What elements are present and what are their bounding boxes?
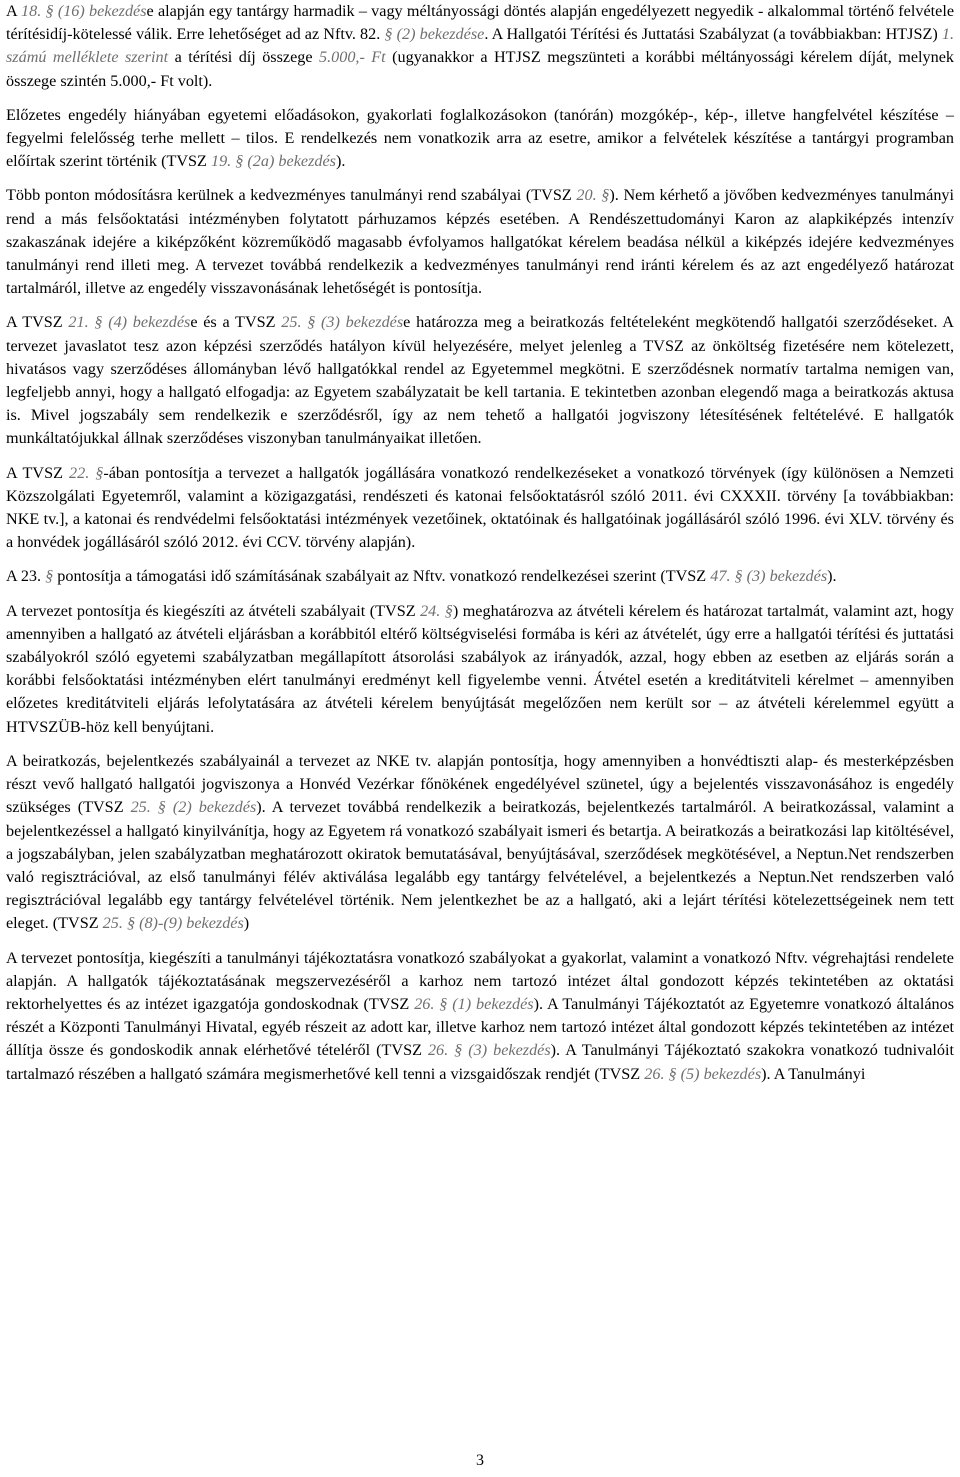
legal-reference: § (2) bekezdése xyxy=(384,25,485,44)
text-run: ). xyxy=(827,567,837,586)
document-body xyxy=(6,0,954,1097)
text-run: e határozza meg a beiratkozás feltételeként megkötendő hallgatói szerződéseket. A tervezet javaslatot tesz azon képzési szerződés hatályon kívül helyezésére, melyet jelenleg a TVSZ az önköltség fizetésére nem kötelezett, hivatásos vagy szerződéses állományban lévő hallgatókkal rendel az Egyetemmel megkötni. E szerződésnek normatív tartalma nemigen van, legfeljebb annyi, hogy a hallgató elfogadja: az Egyetem szabályzatait be kell tartania. E tekintetben azonban elegendő maga a beiratkozás aktusa is. Mivel jogszabály sem rendelkezik e szerződésről, így az nem tehető a hallgatói jogviszony létesítésének feltételévé. E hallgatók munkáltatójukkal állnak szerződéses viszonyban tanulmányaikat illetően. xyxy=(6,313,954,448)
text-run: pontosítja a támogatási idő számításának szabályait az Nftv. vonatkozó rendelkezései szerint (TVSZ xyxy=(53,567,711,586)
paragraph xyxy=(6,565,954,588)
legal-reference: 20. § xyxy=(576,186,610,205)
text-run: Előzetes engedély hiányában egyetemi előadásokon, gyakorlati foglalkozásokon (tanórán) mozgókép-, kép-, illetve hangfelvétel készítése – fegyelmi felelősség terhe mellett – tilos. E rendelkezés nem vonatkozik arra az esetre, amikor a felvételek készítése a tantárgyi programban előírtak szerint történik (TVSZ xyxy=(6,105,954,171)
legal-reference: 26. § (5) bekezdés xyxy=(644,1064,762,1083)
legal-reference: 24. § xyxy=(420,601,453,620)
text-run: A 23. xyxy=(6,567,46,586)
text-run: A TVSZ xyxy=(6,463,69,482)
legal-reference: § xyxy=(45,567,54,586)
text-run: (ugyanakkor a HTJSZ megszünteti a korábbi méltányossági kérelem díját, melynek összege szintén 5.000,- Ft volt). xyxy=(6,48,954,90)
paragraph xyxy=(6,947,954,1086)
paragraph xyxy=(6,750,954,936)
paragraph xyxy=(6,0,954,93)
text-run: ). xyxy=(335,152,346,171)
text-run: A tervezet pontosítja, kiegészíti a tanulmányi tájékoztatásra vonatkozó szabályokat a gyakorlat, valamint a vonatkozó Nftv. végrehajtási rendelete alapján. A hallgatók tájékoztatásának megszervezéséről a karhoz nem tartozó intézet által gondozott képzés tekintetében az oktatási rektorhelyettes és az intézet igazgatója gondoskodnak (TVSZ xyxy=(6,948,954,1013)
legal-reference: 47. § (3) bekezdés xyxy=(710,567,828,586)
legal-reference: 21. § (4) bekezdés xyxy=(68,313,191,332)
legal-reference: 25. § (8)-(9) bekezdés xyxy=(102,914,244,933)
text-run: . A Hallgatói Térítési és Juttatási Szabályzat (a továbbiakban: HTJSZ) xyxy=(484,25,942,44)
text-run: A tervezet pontosítja és kiegészíti az átvételi szabályait (TVSZ xyxy=(6,601,421,620)
paragraph xyxy=(6,311,954,450)
legal-reference: 1. számú melléklete szerint xyxy=(6,25,954,67)
legal-reference: 18. § (16) bekezdés xyxy=(21,2,147,20)
legal-reference: 25. § (3) bekezdés xyxy=(281,313,404,332)
text-run: ) xyxy=(243,914,250,933)
text-run: Több ponton módosításra kerülnek a kedvezményes tanulmányi rend szabályai (TVSZ xyxy=(6,186,577,205)
text-run: -ában pontosítja a tervezet a hallgatók jogállására vonatkozó rendelkezéseket a vonatkozó törvények (így különösen a Nemzeti Közszolgálati Egyetemről, valamint a közigazgatási, rendészeti és katonai felsőoktatásról szóló 2011. évi CXXXII. törvény [a továbbiakban: NKE tv.], a katonai és rendvédelmi felsőoktatási intézmények vezetőinek, oktatóinak és hallgatóinak jogállásáról szóló 1996. évi XLV. törvény és a honvédek jogállásáról szóló 2012. évi CCV. törvény alapján). xyxy=(6,463,954,552)
paragraph xyxy=(6,600,954,739)
text-run: A TVSZ xyxy=(6,313,69,332)
legal-reference: 5.000,- Ft xyxy=(319,48,386,67)
text-run: A xyxy=(6,2,22,20)
text-run: A beiratkozás, bejelentkezés szabályainál a tervezet az NKE tv. alapján pontosítja, hogy amennyiben a honvédtiszti alap- és mesterképzésben részt vevő hallgató hallgatói jogviszonya a Honvéd Vezérkar főnökének engedélyével szünetel, úgy a bejelentés visszavonásához is engedély szükséges (TVSZ xyxy=(6,751,954,817)
text-run: ) meghatározva az átvételi kérelem és határozat tartalmát, valamint azt, hogy amennyiben a hallgató az átvételi eljárásban a korábbitól eltérő költségviselési formába is kéri az átvételét, úgy erre a hallgatói térítési és juttatási szabályokról szóló egyetemi szabályzatban megállapított átsorolási szabályok az irányadók, azzal, hogy ebben az esetben az eljárás során a korábbi felsőoktatási intézményben elért tanulmányi eredményt kell figyelembe venni. Átvétel esetén a kreditátviteli kérelmet – amennyiben előzetes kreditátviteli eljárás lefolytatására az átvételi kérelem benyújtását megelőzően nem került sor – az átvételi kérelemmel együtt a HTVSZÜB-höz kell benyújtani. xyxy=(6,601,955,736)
text-run: a térítési díj összege xyxy=(168,48,319,67)
legal-reference: 26. § (1) bekezdés xyxy=(414,994,534,1013)
paragraph xyxy=(6,462,954,555)
legal-reference: 19. § (2a) bekezdés xyxy=(210,152,336,171)
text-run: ). A tervezet továbbá rendelkezik a beiratkozás, bejelentkezés tartalmáról. A beiratkozással, valamint a bejelentkezéssel a hallgató kinyilvánítja, hogy az Egyetem rá vonatkozó szabályait ismeri és betartja. A beiratkozás a beiratkozási lap kitöltésével, a jogszabályban, jelen szabályzatban meghatározott okiratok bemutatásával, benyújtásával, szerződések megkötésével, a Neptun.Net rendszerben való regisztrációval, az első tanulmányi félév aktiválása legalább egy tantárgy felvételével, a bejelentkezés a Neptun.Net rendszerben való regisztrációval legalább egy tantárgy felvételével történik. Nem jelentkezhet be az a hallgató, aki a lejárt térítési kötelezettségeinek nem tett eleget. (TVSZ xyxy=(6,798,954,933)
legal-reference: 22. § xyxy=(69,463,104,482)
text-run: e alapján egy tantárgy harmadik – vagy méltányossági döntés alapján engedélyezett negyedik - alkalommal történő felvétele térítésidíj-kötelessé válik. Erre lehetőséget ad az Nftv. 82. xyxy=(6,2,955,44)
text-run: e és a TVSZ xyxy=(190,313,282,332)
legal-reference: 26. § (3) bekezdés xyxy=(427,1041,551,1060)
page-number: 3 xyxy=(476,1452,484,1469)
text-run: ). A Tanulmányi Tájékoztató szakokra vonatkozó tudnivalóit tartalmazó részében a hallgató számára megismerhetővé kell tenni a vizsgaidőszak rendjét (TVSZ xyxy=(6,1041,954,1083)
paragraph xyxy=(6,104,954,174)
text-run: ). A Tanulmányi xyxy=(761,1064,866,1083)
legal-reference: 25. § (2) bekezdés xyxy=(130,798,257,817)
text-run: ). A Tanulmányi Tájékoztatót az Egyetemre vonatkozó általános részét a Központi Tanulmányi Hivatal, egyéb részeit az adott kar, illetve karhoz nem tartozó intézet által gondozott képzés tekintetében az intézet állítja össze és gondoskodik annak elérhetővé tételéről (TVSZ xyxy=(6,994,954,1060)
paragraph xyxy=(6,184,954,300)
text-run: ). Nem kérhető a jövőben kedvezményes tanulmányi rend a más felsőoktatási intézményben folytatott párhuzamos képzés esetében. A Rendészettudományi Karon az alapkiképzés intenzív szakaszának idejére a kiképzőként közreműködő magasabb évfolyamos hallgatókat kérelem beadása nélkül a kiképzés idejére kedvezményes tanulmányi rend illeti meg. A tervezet továbbá rendelkezik a kedvezményes tanulmányi rend iránti kérelem és az azt engedélyező határozat tartalmáról, illetve az engedély visszavonásának lehetőségét is pontosítja. xyxy=(6,186,955,298)
